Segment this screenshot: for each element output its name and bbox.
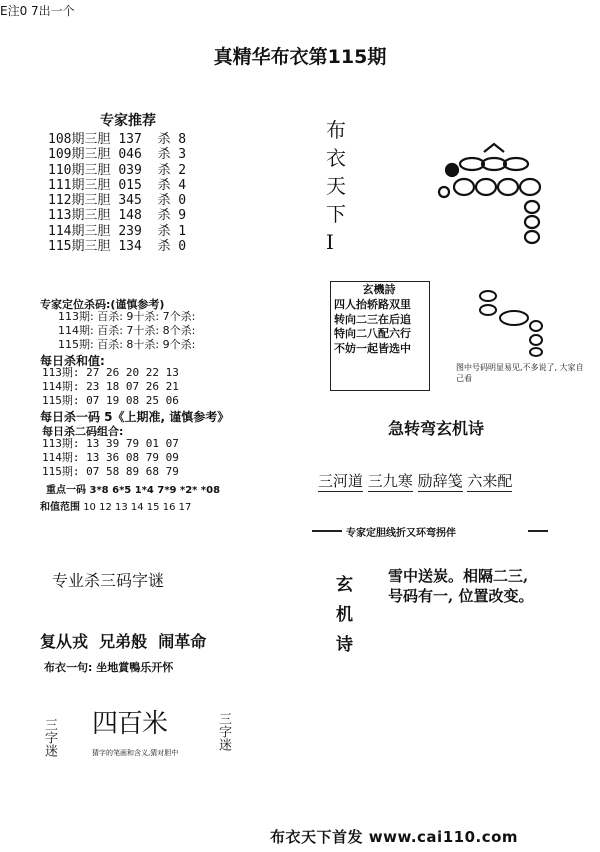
sibaimi-riddle: 四百米 bbox=[92, 709, 168, 739]
xuanjishi-vertical: 玄机诗 bbox=[336, 575, 353, 655]
bead bbox=[480, 291, 496, 301]
list-item: 114期: 23 18 07 26 21 bbox=[42, 380, 179, 393]
xuanji-poem-lines bbox=[334, 298, 411, 356]
bead bbox=[476, 179, 496, 195]
list-item: 115期: 07 19 08 25 06 bbox=[42, 394, 179, 407]
hezhi-list bbox=[42, 366, 179, 408]
poem-line: 四人抬轿路双里 bbox=[334, 298, 411, 311]
expert-row: 112期三胆 345 杀 0 bbox=[48, 193, 187, 209]
sanhe-item: 励辞笺 bbox=[417, 472, 463, 490]
bead bbox=[525, 231, 539, 243]
dingwei-title: 专家定位杀码:(谨慎参考) bbox=[40, 298, 165, 311]
image-caption: 图中号码明显易见,不多说了, 大家自己看 bbox=[456, 363, 584, 383]
sanhe-item: 三九寒 bbox=[367, 472, 413, 490]
sanhe-line bbox=[318, 470, 512, 491]
expert-dan-line: 专家定胆线折又环弯拐伴 bbox=[346, 528, 456, 539]
corner-note: E注0 7出一个 bbox=[0, 4, 75, 18]
list-item: 113期: 27 26 20 22 13 bbox=[42, 366, 179, 379]
erma-list bbox=[42, 437, 179, 479]
hezhi-range-label: 和值范围 bbox=[40, 502, 80, 513]
bead bbox=[520, 179, 540, 195]
sanhe-item: 六来配 bbox=[467, 472, 513, 490]
jizhuan-title: 急转弯玄机诗 bbox=[387, 419, 484, 438]
expert-row: 111期三胆 015 杀 4 bbox=[48, 177, 187, 193]
bead bbox=[439, 187, 449, 197]
expert-section-title: 专家推荐 bbox=[100, 113, 156, 129]
bead bbox=[480, 305, 496, 315]
zhongdian-line: 重点一码 3*8 6*5 1*4 7*9 *2* *08 bbox=[46, 485, 221, 496]
sibaimi-note: 猜字的笔画和含义,猜对胆中 bbox=[92, 749, 179, 757]
list-item: 114期: 百杀: 7十杀: 8个杀: bbox=[58, 324, 196, 337]
bead bbox=[498, 179, 518, 195]
expert-row: 110期三胆 039 杀 2 bbox=[48, 162, 187, 178]
expert-row: 108期三胆 137 杀 8 bbox=[48, 132, 187, 147]
number-pictogram-image-2 bbox=[474, 288, 554, 358]
divider bbox=[312, 530, 342, 532]
sanzi-riddle-right: 三字迷 bbox=[216, 712, 231, 751]
expert-row: 114期三胆 239 杀 1 bbox=[48, 223, 187, 239]
jizhuan-poem-lines bbox=[388, 566, 533, 606]
bead bbox=[525, 216, 539, 228]
list-item: 115期: 百杀: 8十杀: 9个杀: bbox=[58, 338, 196, 351]
bead bbox=[530, 335, 542, 345]
poem-line: 转向二三在后追 bbox=[334, 312, 411, 326]
bead bbox=[454, 179, 474, 195]
hezhi-title: 每日杀和值: bbox=[40, 354, 105, 368]
footer-site-credit: 布衣天下首发 www.cai110.com bbox=[270, 828, 519, 846]
pictogram-beads bbox=[439, 144, 540, 243]
erma-title: 每日杀二码组合: bbox=[42, 425, 124, 438]
bead bbox=[530, 321, 542, 331]
page-title: 真精华布衣第115期 bbox=[213, 46, 387, 68]
list-item: 113期: 13 39 79 01 07 bbox=[42, 437, 179, 450]
number-pictogram-image bbox=[434, 140, 564, 250]
pictogram-beads-2 bbox=[480, 291, 542, 356]
riddle-title: 专业杀三码字谜 bbox=[52, 571, 165, 590]
poem-line: 不妨一起皆选中 bbox=[334, 341, 411, 355]
dingwei-list bbox=[58, 310, 195, 352]
riddle-words: 复从戎 兄弟般 闹革命 bbox=[40, 632, 207, 651]
sanhe-item: 三河道 bbox=[318, 472, 364, 490]
bead bbox=[530, 348, 542, 356]
hezhi-range bbox=[40, 498, 191, 513]
sanzi-riddle-left: 三字迷 bbox=[42, 718, 57, 757]
xuanji-poem-title: 玄機詩 bbox=[362, 283, 396, 296]
bead bbox=[482, 158, 506, 170]
poem-line: 号码有一, 位置改变。 bbox=[388, 587, 534, 605]
hezhi-range-values: 10 12 13 14 15 16 17 bbox=[83, 502, 192, 513]
list-item: 114期: 13 36 08 79 09 bbox=[42, 451, 179, 464]
poem-line: 特向二八配六行 bbox=[334, 327, 411, 340]
expert-row: 113期三胆 148 杀 9 bbox=[48, 208, 187, 224]
bead bbox=[500, 311, 528, 325]
buyi-yiju: 布衣一句: 坐地賞鴨乐开怀 bbox=[44, 661, 174, 674]
bead bbox=[525, 201, 539, 213]
list-item: 113期: 百杀: 9十杀: 7个杀: bbox=[58, 310, 196, 323]
poem-line: 雪中送炭。相隔二三, bbox=[388, 567, 529, 585]
list-item: 115期: 07 58 89 68 79 bbox=[42, 465, 179, 478]
expert-list bbox=[48, 132, 186, 254]
yima-title: 每日杀一码 5《上期准, 谨慎参考》 bbox=[40, 410, 230, 424]
divider bbox=[528, 530, 548, 532]
bead bbox=[460, 158, 484, 170]
bead bbox=[504, 158, 528, 170]
pictogram-stroke bbox=[484, 144, 504, 152]
expert-row: 109期三胆 046 杀 3 bbox=[48, 147, 187, 163]
buyi-tianxia-vertical: 布衣天下I bbox=[326, 118, 346, 254]
expert-row: 115期三胆 134 杀 0 bbox=[48, 239, 187, 255]
bead bbox=[446, 164, 458, 176]
